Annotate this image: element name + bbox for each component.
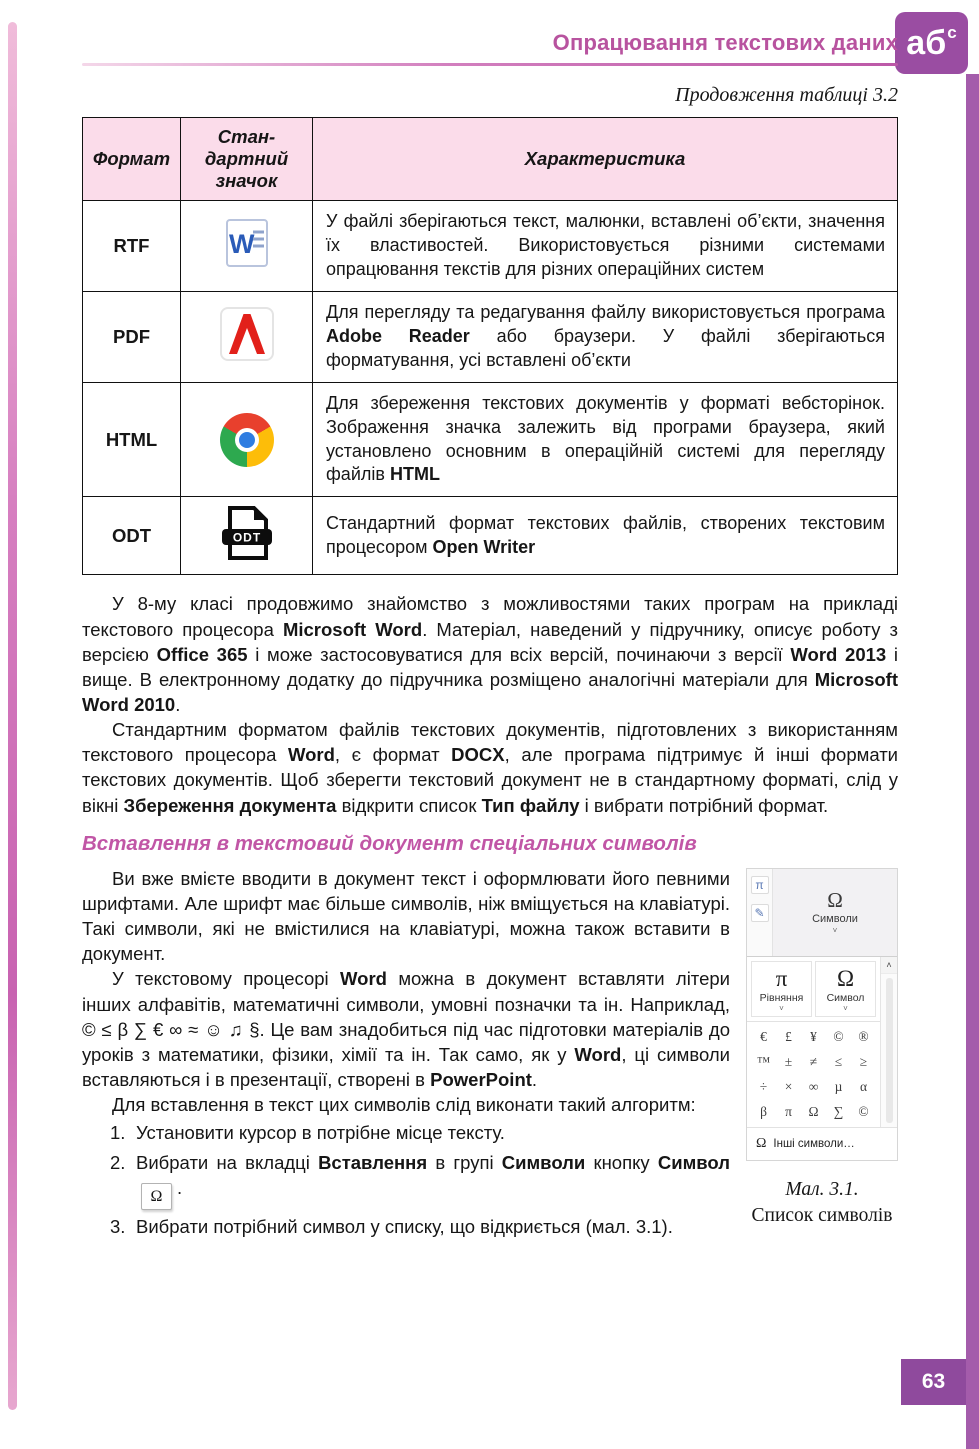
- symbol-cell[interactable]: ≠: [809, 1053, 818, 1069]
- ink-equation-mini-icon[interactable]: ✎: [751, 904, 769, 922]
- step-text-segments: Вибрати на вкладці Вставлення в групі Символи кнопку Символ: [136, 1151, 730, 1173]
- body-text: [82, 591, 898, 1238]
- paragraph-4: У текстовому процесорі Word можна в документ вставляти літери інших алфавітів, математичні символи, умовні позначки та ін. Наприклад, © ≤ β ∑ € ∞ ≈ ☺ ♫ §. Це вам знадобиться під час підготовки матеріалів до уроків з математики, фізики, хімії та ін. Так само, як у Word, ці символи вставляються і в презентації, створені в PowerPoint.: [82, 968, 730, 1091]
- page-number: 63: [921, 1370, 946, 1393]
- symbol-picker-screenshot: [746, 868, 898, 1161]
- scrollbar-track[interactable]: [886, 978, 893, 1123]
- chrome-browser-icon: [220, 413, 274, 467]
- step-item-2: [110, 1150, 730, 1210]
- more-symbols-item[interactable]: [747, 1127, 897, 1160]
- chevron-down-icon: ˅: [779, 1003, 784, 1013]
- symbol-button-inline-icon[interactable]: Ω: [141, 1183, 172, 1210]
- format-description-html: Для збереження текстових документів у форматі вебсторінок. Зображення значка залежить від програми браузера, який установлено основним в операційній системі для перегляду файлів HTML: [313, 382, 898, 497]
- symbol-cell[interactable]: ¥: [810, 1028, 817, 1044]
- figure-3-1: [746, 868, 898, 1296]
- table-row-odt: [83, 497, 898, 575]
- symbols-dropdown: [747, 957, 897, 1127]
- symbol-cell[interactable]: ∞: [808, 1078, 819, 1094]
- col-header-format: Формат: [83, 118, 181, 201]
- table-row-html: [83, 382, 898, 497]
- step-number: 2.: [110, 1151, 126, 1173]
- symbol-cell[interactable]: ∑: [833, 1103, 844, 1119]
- col-header-icon: Стандартний значок: [181, 118, 313, 201]
- table-row-pdf: [83, 291, 898, 382]
- format-description-pdf: Для перегляду та редагування файлу використовується програма Adobe Reader або браузери. У файлі зберігаються форматування, усі вставлені об’єкти: [313, 291, 898, 382]
- section-heading: Вставлення в текстовий документ спеціальних символів: [82, 831, 697, 855]
- icon-cell-odt: [181, 497, 313, 575]
- formats-table: [82, 117, 898, 575]
- icon-cell-rtf: [181, 201, 313, 292]
- symbol-cell[interactable]: ™: [756, 1053, 771, 1069]
- svg-text:W: W: [228, 229, 254, 260]
- word-rtf-document-icon: [221, 217, 273, 269]
- figure-caption: [746, 1177, 898, 1228]
- equation-button-label: Рівняння: [759, 991, 804, 1004]
- logo-text: аб: [906, 24, 947, 62]
- paragraph-5: Для вставлення в текст цих символів слід виконати такий алгоритм:: [112, 1094, 696, 1116]
- page-number-badge: [901, 1359, 966, 1405]
- symbol-cell[interactable]: µ: [834, 1078, 843, 1094]
- symbol-cell[interactable]: ×: [784, 1078, 793, 1094]
- table-header-row: [83, 118, 898, 201]
- table-row-rtf: [83, 201, 898, 292]
- paragraph-1: У 8-му класі продовжимо знайомство з можливостями таких програм на прикладі текстового процесора Microsoft Word. Матеріал, наведений у підручнику, описує роботу з версією Office 365 і може застосовуватися для всіх версій, починаючи з версії Word 2013 і вище. В електронному додатку до підручника розміщено аналогічні матеріали для Microsoft Word 2010.: [82, 593, 899, 715]
- step-item-3: [110, 1214, 730, 1239]
- omega-icon: Ω: [827, 887, 843, 912]
- symbol-cell[interactable]: ±: [784, 1053, 793, 1069]
- symbol-cell[interactable]: ©: [833, 1028, 844, 1044]
- omega-icon: Ω: [836, 965, 855, 991]
- format-description-odt: Стандартний формат текстових файлів, створених текстовим процесором Open Writer: [313, 497, 898, 575]
- scroll-up-icon[interactable]: ˄: [881, 957, 897, 974]
- ribbon-mini-column: [747, 869, 773, 956]
- step-text: [136, 1150, 730, 1210]
- symbol-cell[interactable]: €: [760, 1028, 767, 1044]
- symbol-cell[interactable]: ©: [858, 1103, 869, 1119]
- icon-cell-pdf: [181, 291, 313, 382]
- right-accent-bar: [966, 74, 979, 1449]
- svg-text:ODT: ODT: [232, 530, 261, 545]
- symbol-cell[interactable]: ≥: [859, 1053, 868, 1069]
- more-symbols-label: Інші символи…: [773, 1137, 855, 1150]
- step-text-after: .: [177, 1176, 183, 1198]
- step-number: 3.: [110, 1215, 126, 1237]
- symbol-button-label: Символ: [826, 991, 865, 1004]
- symbol-cell[interactable]: ≤: [834, 1053, 843, 1069]
- paragraph-2: Стандартним форматом файлів текстових документів, підготовлених з використанням текстового процесора Word, є формат DOCX, але програма підтримує й інші формати текстових документів. Щоб зберегти текстовий документ не в стандартному форматі, слід у вікні Збереження документа відкрити список Тип файлу і вибрати потрібний формат.: [82, 719, 899, 816]
- step-text: Вибрати потрібний символ у списку, що відкриється (мал. 3.1).: [136, 1215, 673, 1237]
- odt-document-icon: [218, 505, 276, 561]
- symbols-group-button[interactable]: [773, 869, 897, 956]
- symbol-cell[interactable]: π: [785, 1103, 792, 1119]
- publisher-logo: [895, 12, 968, 74]
- omega-icon: Ω: [756, 1135, 767, 1151]
- symbol-cell[interactable]: ®: [858, 1028, 869, 1044]
- col-header-characteristic: Характеристика: [313, 118, 898, 201]
- format-label-odt: ODT: [83, 497, 181, 575]
- step-text: Установити курсор в потрібне місце тексту.: [136, 1122, 505, 1144]
- symbol-cell[interactable]: ÷: [759, 1078, 768, 1094]
- header-rule: [82, 63, 898, 66]
- symbol-cell[interactable]: β: [760, 1103, 767, 1119]
- paragraph-3: Ви вже вмієте вводити в документ текст і оформлювати його певними шрифтами. Але шрифт має більше символів, ніж вміщується на клавіатурі. Такі символи, які не вмістилися на клавіатурі, можна також вставити в документ.: [82, 867, 730, 965]
- chevron-down-icon: ˅: [843, 1003, 848, 1013]
- symbol-grid: [747, 1022, 880, 1127]
- figure-caption-text: Список символів: [751, 1204, 893, 1226]
- symbols-group-label: Символи: [812, 912, 858, 925]
- left-accent-bar: [8, 22, 17, 1410]
- pi-icon: π: [775, 965, 788, 991]
- page-content: [82, 0, 898, 1304]
- symbol-cell[interactable]: Ω: [808, 1103, 819, 1119]
- format-description-rtf: У файлі зберігаються текст, малюнки, вставлені об’єкти, значення їх властивостей. Використовується різними системами опрацювання текстів для різних операційних систем: [313, 201, 898, 292]
- format-label-html: HTML: [83, 382, 181, 497]
- logo-superscript: с: [947, 23, 957, 42]
- symbol-cell[interactable]: α: [859, 1078, 868, 1094]
- adobe-reader-icon: [219, 306, 275, 362]
- format-label-rtf: RTF: [83, 201, 181, 292]
- symbol-button[interactable]: [815, 961, 876, 1017]
- dropdown-top-buttons: [747, 957, 880, 1022]
- chevron-down-icon: ˅: [832, 925, 838, 935]
- table-continuation-caption: Продовження таблиці 3.2: [675, 84, 898, 106]
- figure-caption-number: Мал. 3.1.: [785, 1178, 859, 1200]
- step-number: 1.: [110, 1122, 126, 1144]
- symbol-cell[interactable]: £: [785, 1028, 792, 1044]
- running-head-title: Опрацювання текстових даних: [552, 30, 898, 55]
- ribbon-fragment: [747, 869, 897, 957]
- step-item-1: [110, 1120, 730, 1145]
- format-label-pdf: PDF: [83, 291, 181, 382]
- icon-cell-html: [181, 382, 313, 497]
- dropdown-main: [747, 957, 880, 1127]
- equation-button[interactable]: [751, 961, 812, 1017]
- dropdown-scrollbar[interactable]: [880, 957, 897, 1127]
- equation-mini-icon[interactable]: π: [751, 876, 769, 894]
